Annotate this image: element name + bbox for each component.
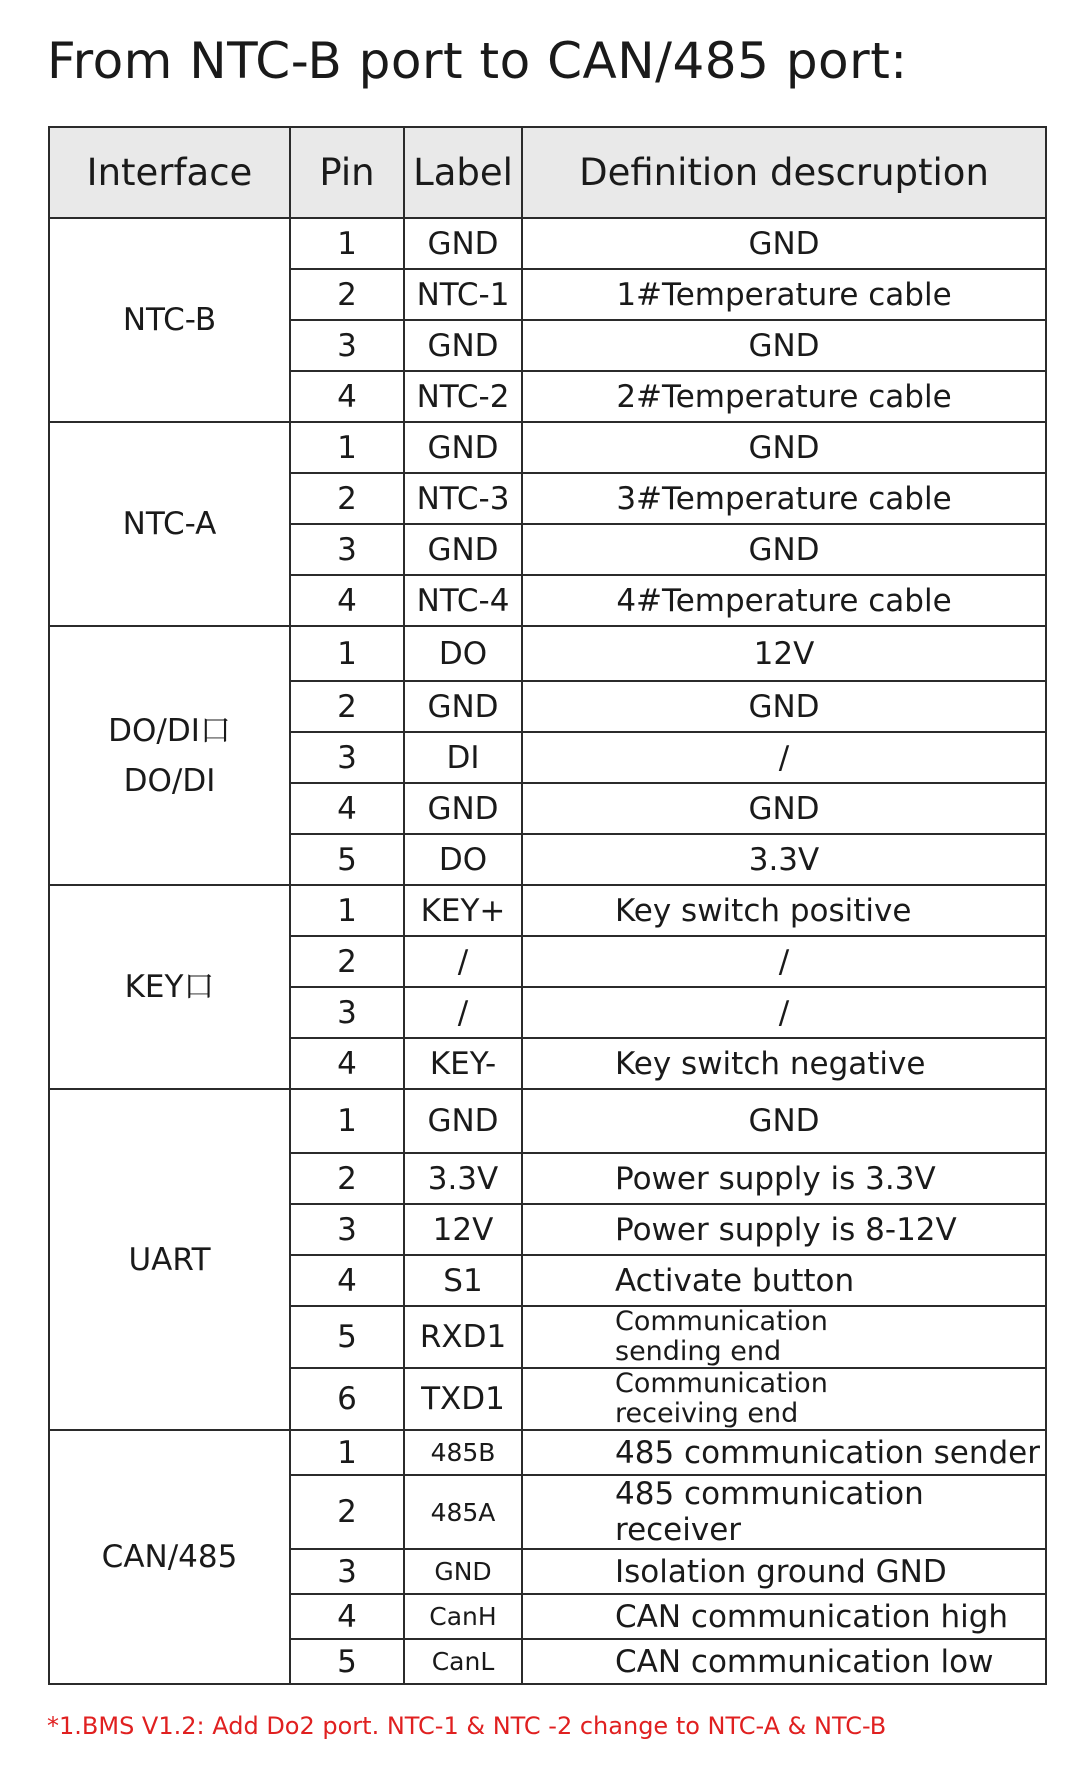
table-body	[49, 218, 1046, 1684]
label-cell: DO	[404, 626, 522, 681]
header-label: Label	[404, 127, 522, 218]
pin-cell: 1	[290, 1089, 404, 1153]
interface-cell	[49, 422, 290, 626]
definition-cell	[522, 1639, 1046, 1684]
label-cell: GND	[404, 1089, 522, 1153]
definition-cell	[522, 524, 1046, 575]
definition-text: GND	[748, 327, 820, 364]
label-cell: GND	[404, 1549, 522, 1594]
definition-text: Communication	[615, 1306, 828, 1337]
definition-text: GND	[748, 790, 820, 827]
pin-cell: 1	[290, 626, 404, 681]
table-row	[49, 218, 1046, 269]
table-row	[49, 422, 1046, 473]
definition-cell	[522, 269, 1046, 320]
pin-cell: 4	[290, 371, 404, 422]
pin-cell: 2	[290, 1153, 404, 1204]
label-cell: TXD1	[404, 1368, 522, 1430]
definition-text: 1#Temperature cable	[616, 276, 952, 313]
interface-name: DO/DI口	[108, 712, 231, 749]
label-cell: NTC-2	[404, 371, 522, 422]
pin-cell: 4	[290, 1255, 404, 1306]
pin-cell: 5	[290, 834, 404, 885]
definition-text: 2#Temperature cable	[616, 378, 952, 415]
definition-cell	[522, 681, 1046, 732]
definition-text: GND	[748, 225, 820, 262]
label-cell: NTC-1	[404, 269, 522, 320]
header-interface: Interface	[49, 127, 290, 218]
label-cell: DO	[404, 834, 522, 885]
pin-cell: 5	[290, 1639, 404, 1684]
interface-cell	[49, 218, 290, 422]
definition-text: GND	[748, 531, 820, 568]
definition-text: receiving end	[615, 1398, 799, 1429]
definition-cell	[522, 473, 1046, 524]
pin-cell: 3	[290, 320, 404, 371]
definition-cell	[522, 936, 1046, 987]
definition-cell	[522, 218, 1046, 269]
pin-cell: 4	[290, 575, 404, 626]
label-cell: KEY-	[404, 1038, 522, 1089]
label-cell: 485B	[404, 1430, 522, 1475]
pin-cell: 1	[290, 1430, 404, 1475]
definition-text: 485 communication sender	[615, 1434, 1040, 1471]
label-cell: RXD1	[404, 1306, 522, 1368]
label-cell: NTC-4	[404, 575, 522, 626]
definition-cell	[522, 1038, 1046, 1089]
pin-cell: 2	[290, 473, 404, 524]
label-cell: GND	[404, 422, 522, 473]
definition-text: Power supply is 3.3V	[615, 1160, 936, 1197]
definition-text: Activate button	[615, 1262, 855, 1299]
pin-cell: 3	[290, 524, 404, 575]
header-definition: Definition descruption	[522, 127, 1046, 218]
interface-name: KEY口	[124, 969, 215, 1005]
pin-cell: 3	[290, 987, 404, 1038]
definition-text: /	[778, 994, 790, 1031]
pin-cell: 2	[290, 681, 404, 732]
pin-cell: 2	[290, 1475, 404, 1549]
definition-cell	[522, 987, 1046, 1038]
definition-cell	[522, 1430, 1046, 1475]
label-cell: 3.3V	[404, 1153, 522, 1204]
label-cell: CanL	[404, 1639, 522, 1684]
interface-name: NTC-A	[122, 506, 217, 542]
definition-cell	[522, 626, 1046, 681]
label-cell: GND	[404, 681, 522, 732]
definition-cell	[522, 320, 1046, 371]
interface-name: NTC-B	[122, 302, 217, 338]
label-cell: /	[404, 987, 522, 1038]
definition-text: 4#Temperature cable	[616, 582, 952, 619]
label-cell: CanH	[404, 1594, 522, 1639]
footnote: *1.BMS V1.2: Add Do2 port. NTC-1 & NTC -2 change to NTC-A & NTC-B	[47, 1712, 887, 1740]
definition-cell	[522, 422, 1046, 473]
definition-text: GND	[748, 1103, 820, 1139]
pin-cell: 1	[290, 218, 404, 269]
label-cell: NTC-3	[404, 473, 522, 524]
definition-text: CAN communication high	[615, 1598, 1009, 1635]
pin-cell: 2	[290, 936, 404, 987]
definition-text: sending end	[615, 1336, 782, 1367]
interface-cell	[49, 1430, 290, 1684]
definition-text: GND	[748, 429, 820, 466]
label-cell: 485A	[404, 1475, 522, 1549]
definition-cell	[522, 1089, 1046, 1153]
interface-cell	[49, 626, 290, 885]
definition-cell	[522, 371, 1046, 422]
definition-text: 485 communication receiver	[615, 1476, 924, 1548]
interface-name: UART	[128, 1241, 211, 1278]
definition-text: Power supply is 8-12V	[615, 1211, 957, 1248]
pin-cell: 3	[290, 1549, 404, 1594]
table-row	[49, 626, 1046, 681]
definition-text: GND	[748, 688, 820, 725]
table-row	[49, 1089, 1046, 1153]
pin-definition-table	[48, 126, 1047, 1685]
definition-text: 3#Temperature cable	[616, 480, 952, 517]
interface-cell	[49, 885, 290, 1089]
definition-text: /	[778, 739, 790, 776]
table-row	[49, 885, 1046, 936]
definition-cell	[522, 1153, 1046, 1204]
definition-text: Key switch negative	[615, 1045, 926, 1082]
pin-cell: 3	[290, 1204, 404, 1255]
definition-cell	[522, 1255, 1046, 1306]
label-cell: DI	[404, 732, 522, 783]
definition-cell	[522, 783, 1046, 834]
definition-cell	[522, 1594, 1046, 1639]
definition-cell	[522, 732, 1046, 783]
label-cell: /	[404, 936, 522, 987]
pin-cell: 1	[290, 885, 404, 936]
interface-name: DO/DI	[123, 762, 216, 799]
pin-cell: 1	[290, 422, 404, 473]
pin-cell: 2	[290, 269, 404, 320]
pin-cell: 4	[290, 783, 404, 834]
definition-text: 3.3V	[748, 841, 820, 878]
definition-cell	[522, 1549, 1046, 1594]
table-header-row	[49, 127, 1046, 218]
interface-name: CAN/485	[101, 1539, 238, 1575]
definition-text: CAN communication low	[615, 1643, 994, 1680]
label-cell: S1	[404, 1255, 522, 1306]
definition-text: Isolation ground GND	[615, 1553, 947, 1590]
definition-cell	[522, 1368, 1046, 1430]
definition-cell	[522, 834, 1046, 885]
label-cell: GND	[404, 783, 522, 834]
pin-cell: 4	[290, 1038, 404, 1089]
pin-cell: 5	[290, 1306, 404, 1368]
table-row	[49, 1430, 1046, 1475]
definition-cell	[522, 1204, 1046, 1255]
pin-cell: 3	[290, 732, 404, 783]
definition-text: Communication	[615, 1368, 828, 1399]
definition-text: Key switch positive	[615, 892, 912, 929]
definition-cell	[522, 885, 1046, 936]
definition-text: 12V	[753, 635, 815, 672]
label-cell: GND	[404, 320, 522, 371]
header-pin: Pin	[290, 127, 404, 218]
interface-cell	[49, 1089, 290, 1430]
definition-cell	[522, 1306, 1046, 1368]
definition-cell	[522, 575, 1046, 626]
page-title: From NTC-B port to CAN/485 port:	[47, 32, 908, 90]
definition-cell	[522, 1475, 1046, 1549]
label-cell: GND	[404, 524, 522, 575]
label-cell: 12V	[404, 1204, 522, 1255]
pin-cell: 4	[290, 1594, 404, 1639]
definition-text: /	[778, 943, 790, 980]
label-cell: KEY+	[404, 885, 522, 936]
pin-cell: 6	[290, 1368, 404, 1430]
label-cell: GND	[404, 218, 522, 269]
